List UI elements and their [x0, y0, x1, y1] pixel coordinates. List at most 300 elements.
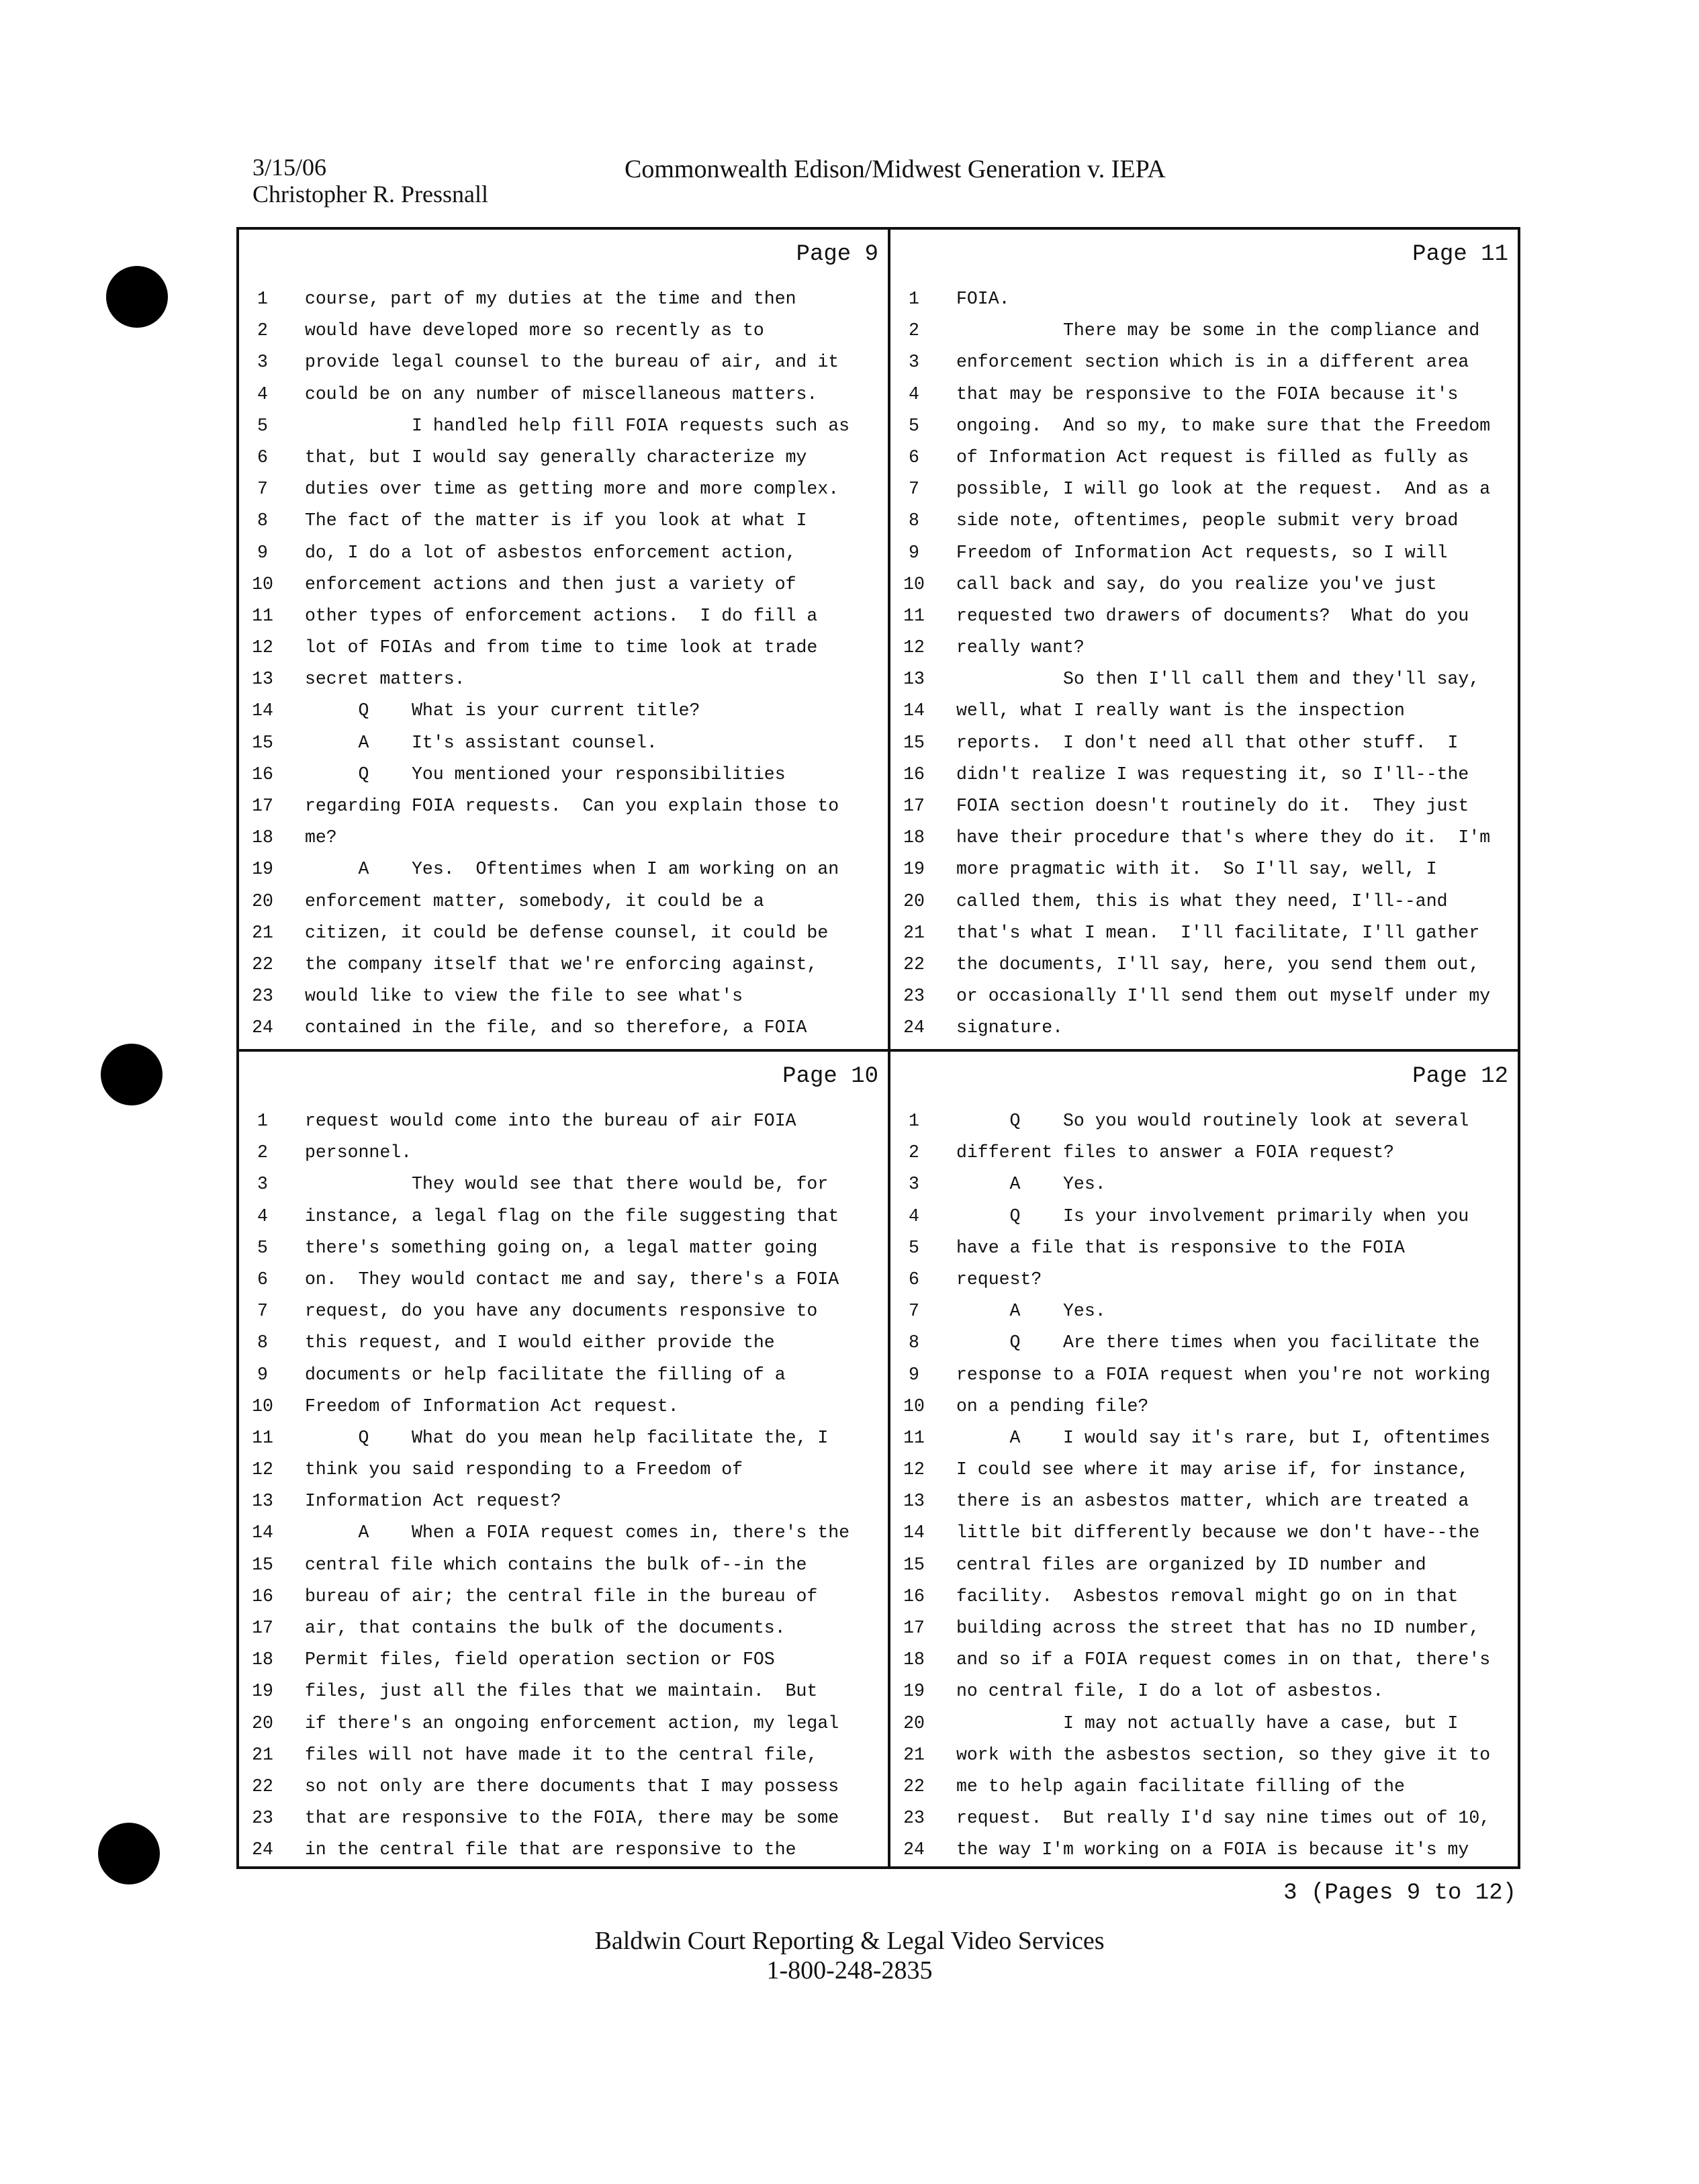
line-text: A It's assistant counsel. — [305, 732, 657, 753]
line-number: 1 — [257, 1111, 268, 1131]
transcript-line — [890, 1584, 1518, 1615]
line-number: 1 — [909, 1111, 919, 1131]
page-number: Page 10 — [782, 1064, 878, 1089]
transcript-line — [239, 952, 888, 983]
line-text: regarding FOIA requests. Can you explain those to — [305, 796, 839, 816]
page-number: Page 12 — [1412, 1064, 1508, 1089]
transcript-line — [239, 1837, 888, 1868]
transcript-line — [239, 856, 888, 888]
transcript-line — [239, 1711, 888, 1742]
line-number: 14 — [252, 1522, 273, 1543]
line-text: Q You mentioned your responsibilities — [305, 764, 786, 784]
line-text: central files are organized by ID number and — [956, 1554, 1426, 1575]
line-text: work with the asbestos section, so they give it to — [956, 1744, 1491, 1765]
line-number: 19 — [252, 859, 273, 880]
line-text: building across the street that has no ID number, — [956, 1618, 1480, 1638]
transcript-line — [890, 730, 1518, 762]
transcript-line — [890, 635, 1518, 666]
line-number: 18 — [903, 827, 925, 848]
line-text: in the central file that are responsive to the — [305, 1839, 796, 1860]
transcript-line — [890, 572, 1518, 603]
transcript-line — [890, 1425, 1518, 1457]
line-text: didn't realize I was requesting it, so I'll--the — [956, 764, 1469, 784]
line-text: Q What is your current title? — [305, 700, 700, 721]
line-text: request, do you have any documents responsive to — [305, 1301, 818, 1322]
line-text: ongoing. And so my, to make sure that the Freedom — [956, 415, 1491, 436]
line-text: Freedom of Information Act request. — [305, 1396, 679, 1416]
line-text: of Information Act request is filled as fully as — [956, 447, 1469, 467]
line-text: would like to view the file to see what's — [305, 986, 743, 1007]
line-text: FOIA. — [956, 289, 1010, 309]
transcript-line — [890, 381, 1518, 413]
transcript-line — [890, 793, 1518, 825]
line-number: 2 — [257, 320, 268, 341]
transcript-line — [239, 1678, 888, 1710]
transcript-line — [890, 666, 1518, 698]
line-number: 11 — [252, 1427, 273, 1448]
line-number: 1 — [909, 289, 919, 309]
line-number: 7 — [257, 1301, 268, 1322]
line-text: on. They would contact me and say, there's a FOIA — [305, 1269, 839, 1289]
line-text: no central file, I do a lot of asbestos. — [956, 1681, 1384, 1702]
line-number: 17 — [903, 1618, 925, 1638]
page-panel — [890, 230, 1518, 1049]
company-phone: 1-800-248-2835 — [766, 1956, 933, 1985]
transcript-line — [239, 1805, 888, 1837]
line-text: on a pending file? — [956, 1396, 1149, 1416]
transcript-line — [890, 1774, 1518, 1805]
line-number: 15 — [252, 1554, 273, 1575]
line-number: 11 — [252, 605, 273, 626]
transcript-line — [239, 476, 888, 508]
line-number: 6 — [909, 447, 919, 467]
transcript-line — [239, 318, 888, 349]
transcript-line — [239, 445, 888, 476]
line-text: possible, I will go look at the request. And as a — [956, 479, 1491, 500]
line-text: and so if a FOIA request comes in on that, there's — [956, 1649, 1491, 1670]
line-text: A Yes. — [956, 1301, 1106, 1322]
line-number: 20 — [903, 891, 925, 911]
case-title: Commonwealth Edison/Midwest Generation v. IEPA — [625, 155, 1166, 183]
line-text: bureau of air; the central file in the bureau of — [305, 1586, 818, 1606]
line-number: 7 — [909, 479, 919, 500]
line-number: 24 — [903, 1839, 925, 1860]
transcript-line — [239, 1140, 888, 1171]
line-number: 19 — [252, 1681, 273, 1702]
line-text: requested two drawers of documents? What do you — [956, 605, 1469, 626]
line-number: 12 — [252, 637, 273, 658]
line-text: citizen, it could be defense counsel, it could be — [305, 922, 829, 943]
line-number: 2 — [257, 1142, 268, 1163]
line-number: 20 — [903, 1713, 925, 1733]
line-text: Q So you would routinely look at several — [956, 1111, 1469, 1131]
transcript-line — [239, 889, 888, 920]
line-text: side note, oftentimes, people submit very broad — [956, 510, 1459, 531]
transcript-line — [890, 1267, 1518, 1298]
line-number: 8 — [257, 510, 268, 531]
line-text: central file which contains the bulk of--in the — [305, 1554, 807, 1575]
transcript-line — [239, 1742, 888, 1774]
line-text: this request, and I would either provide the — [305, 1332, 775, 1353]
line-number: 22 — [252, 954, 273, 974]
line-number: 12 — [903, 1459, 925, 1480]
line-number: 21 — [903, 922, 925, 943]
line-text: A Yes. — [956, 1174, 1106, 1195]
line-text: personnel. — [305, 1142, 412, 1163]
line-text: files, just all the files that we maintain. But — [305, 1681, 818, 1702]
line-number: 24 — [252, 1017, 273, 1038]
line-number: 17 — [903, 796, 925, 816]
transcript-line — [239, 635, 888, 666]
line-text: response to a FOIA request when you're not working — [956, 1364, 1491, 1385]
line-text: facility. Asbestos removal might go on in that — [956, 1586, 1459, 1606]
page-number: Page 11 — [1412, 242, 1508, 267]
transcript-line — [890, 920, 1518, 952]
line-number: 5 — [257, 1237, 268, 1258]
line-number: 17 — [252, 796, 273, 816]
transcript-line — [890, 1615, 1518, 1647]
line-text: Q Is your involvement primarily when you — [956, 1205, 1469, 1226]
line-number: 6 — [257, 1269, 268, 1289]
transcript-line — [239, 540, 888, 572]
transcript-line — [890, 1171, 1518, 1203]
transcript-line — [239, 666, 888, 698]
line-number: 13 — [903, 669, 925, 690]
line-text: have a file that is responsive to the FOIA — [956, 1237, 1405, 1258]
transcript-line — [890, 1742, 1518, 1774]
line-number: 15 — [903, 1554, 925, 1575]
transcript-line — [239, 1394, 888, 1425]
line-text: request? — [956, 1269, 1042, 1289]
transcript-line — [890, 889, 1518, 920]
line-number: 3 — [909, 352, 919, 373]
transcript-line — [890, 762, 1518, 793]
line-number: 13 — [252, 669, 273, 690]
transcript-line — [239, 762, 888, 793]
line-number: 7 — [257, 479, 268, 500]
line-number: 22 — [252, 1776, 273, 1796]
transcript-line — [239, 1584, 888, 1615]
line-text: have their procedure that's where they do it. I'm — [956, 827, 1491, 848]
line-text: secret matters. — [305, 669, 465, 690]
transcript-line — [239, 920, 888, 952]
line-text: call back and say, do you realize you've just — [956, 574, 1437, 594]
transcript-line — [239, 1774, 888, 1805]
line-text: files will not have made it to the central file, — [305, 1744, 818, 1765]
line-text: They would see that there would be, for — [305, 1174, 829, 1195]
binder-hole-middle — [101, 1044, 163, 1105]
page-panel — [239, 230, 888, 1049]
line-number: 21 — [252, 1744, 273, 1765]
line-text: so not only are there documents that I may possess — [305, 1776, 839, 1796]
line-number: 20 — [252, 1713, 273, 1733]
line-number: 10 — [252, 1396, 273, 1416]
transcript-line — [239, 381, 888, 413]
line-text: well, what I really want is the inspection — [956, 700, 1405, 721]
transcript-line — [890, 1203, 1518, 1235]
transcript-line — [890, 1140, 1518, 1171]
line-text: A Yes. Oftentimes when I am working on an — [305, 859, 839, 880]
line-text: air, that contains the bulk of the documents. — [305, 1618, 786, 1638]
line-text: me to help again facilitate filling of the — [956, 1776, 1405, 1796]
transcript-line — [239, 1520, 888, 1551]
line-number: 1 — [257, 289, 268, 309]
transcript-line — [890, 1330, 1518, 1361]
transcript-date: 3/15/06 — [252, 154, 327, 181]
line-number: 9 — [909, 542, 919, 563]
line-number: 18 — [252, 827, 273, 848]
line-text: Permit files, field operation section or FOS — [305, 1649, 775, 1670]
line-text: A I would say it's rare, but I, oftentimes — [956, 1427, 1491, 1448]
transcript-line — [890, 508, 1518, 539]
line-text: really want? — [956, 637, 1085, 658]
transcript-line — [239, 1488, 888, 1520]
page-panel — [239, 1052, 888, 1869]
transcript-line — [239, 286, 888, 318]
line-text: little bit differently because we don't have--the — [956, 1522, 1480, 1543]
line-number: 5 — [909, 1237, 919, 1258]
line-number: 9 — [257, 1364, 268, 1385]
transcript-line — [239, 1267, 888, 1298]
line-number: 22 — [903, 954, 925, 974]
page-number: Page 9 — [796, 242, 878, 267]
line-text: request would come into the bureau of air FOIA — [305, 1111, 796, 1131]
transcript-line — [239, 1015, 888, 1046]
line-number: 19 — [903, 859, 925, 880]
transcript-line — [890, 1837, 1518, 1868]
line-text: I could see where it may arise if, for instance, — [956, 1459, 1469, 1480]
line-text: enforcement section which is in a different area — [956, 352, 1469, 373]
transcript-line — [239, 825, 888, 856]
line-number: 4 — [909, 1205, 919, 1226]
line-number: 24 — [903, 1017, 925, 1038]
line-text: provide legal counsel to the bureau of air, and it — [305, 352, 839, 373]
line-number: 12 — [252, 1459, 273, 1480]
deponent-name: Christopher R. Pressnall — [252, 181, 488, 208]
line-text: think you said responding to a Freedom of — [305, 1459, 743, 1480]
transcript-line — [890, 1235, 1518, 1267]
transcript-line — [890, 1362, 1518, 1394]
transcript-lines — [239, 286, 888, 1047]
transcript-line — [890, 698, 1518, 729]
line-number: 2 — [909, 1142, 919, 1163]
transcript-line — [890, 1488, 1518, 1520]
line-number: 12 — [903, 637, 925, 658]
line-number: 3 — [909, 1174, 919, 1195]
transcript-line — [890, 603, 1518, 635]
line-text: called them, this is what they need, I'll--and — [956, 891, 1448, 911]
transcript-lines — [239, 1108, 888, 1869]
line-number: 16 — [903, 764, 925, 784]
line-number: 23 — [252, 1808, 273, 1829]
line-text: that may be responsive to the FOIA because it's — [956, 383, 1459, 404]
line-number: 23 — [903, 986, 925, 1007]
line-number: 3 — [257, 352, 268, 373]
transcript-line — [890, 952, 1518, 983]
transcript-line — [890, 1298, 1518, 1330]
transcript-line — [239, 1457, 888, 1488]
transcript-lines — [890, 286, 1518, 1047]
transcript-line — [239, 1171, 888, 1203]
transcript-line — [890, 445, 1518, 476]
transcript-line — [890, 1805, 1518, 1837]
line-text: that, but I would say generally characterize my — [305, 447, 807, 467]
transcript-line — [890, 476, 1518, 508]
line-number: 7 — [909, 1301, 919, 1322]
transcript-line — [890, 983, 1518, 1015]
line-text: lot of FOIAs and from time to time look at trade — [305, 637, 818, 658]
line-text: Q What do you mean help facilitate the, I — [305, 1427, 829, 1448]
line-text: The fact of the matter is if you look at what I — [305, 510, 807, 531]
transcript-line — [890, 1520, 1518, 1551]
line-number: 22 — [903, 1776, 925, 1796]
line-number: 14 — [252, 700, 273, 721]
line-number: 20 — [252, 891, 273, 911]
transcript-line — [239, 698, 888, 729]
line-number: 8 — [909, 1332, 919, 1353]
line-text: different files to answer a FOIA request? — [956, 1142, 1395, 1163]
line-number: 23 — [903, 1808, 925, 1829]
line-text: So then I'll call them and they'll say, — [956, 669, 1480, 690]
transcript-line — [890, 318, 1518, 349]
line-number: 11 — [903, 1427, 925, 1448]
line-text: could be on any number of miscellaneous matters. — [305, 383, 818, 404]
line-number: 5 — [909, 415, 919, 436]
transcript-grid — [236, 227, 1520, 1869]
line-text: duties over time as getting more and more complex. — [305, 479, 839, 500]
transcript-line — [239, 413, 888, 445]
line-number: 16 — [252, 764, 273, 784]
line-text: that are responsive to the FOIA, there may be some — [305, 1808, 839, 1829]
transcript-line — [890, 1552, 1518, 1584]
transcript-line — [239, 1298, 888, 1330]
line-number: 3 — [257, 1174, 268, 1195]
line-number: 9 — [909, 1364, 919, 1385]
transcript-line — [239, 1552, 888, 1584]
line-text: FOIA section doesn't routinely do it. They just — [956, 796, 1469, 816]
line-text: documents or help facilitate the filling of a — [305, 1364, 786, 1385]
line-text: me? — [305, 827, 337, 848]
transcript-line — [239, 1425, 888, 1457]
transcript-line — [239, 1647, 888, 1678]
transcript-line — [239, 983, 888, 1015]
line-text: there is an asbestos matter, which are treated a — [956, 1491, 1469, 1512]
reporting-company: Baldwin Court Reporting & Legal Video Services — [594, 1927, 1105, 1955]
transcript-line — [239, 1362, 888, 1394]
line-number: 16 — [903, 1586, 925, 1606]
transcript-line — [239, 730, 888, 762]
line-number: 11 — [903, 605, 925, 626]
line-number: 18 — [903, 1649, 925, 1670]
line-text: do, I do a lot of asbestos enforcement action, — [305, 542, 796, 563]
line-text: the way I'm working on a FOIA is because it's my — [956, 1839, 1469, 1860]
transcript-line — [890, 1015, 1518, 1046]
line-number: 10 — [252, 574, 273, 594]
line-text: if there's an ongoing enforcement action, my legal — [305, 1713, 839, 1733]
line-number: 13 — [903, 1491, 925, 1512]
pages-summary: 3 (Pages 9 to 12) — [1283, 1880, 1516, 1906]
transcript-line — [890, 1394, 1518, 1425]
line-number: 16 — [252, 1586, 273, 1606]
line-number: 6 — [909, 1269, 919, 1289]
transcript-line — [890, 540, 1518, 572]
binder-hole-top — [106, 266, 168, 328]
line-text: enforcement matter, somebody, it could be a — [305, 891, 764, 911]
transcript-line — [890, 1457, 1518, 1488]
line-number: 24 — [252, 1839, 273, 1860]
line-number: 4 — [257, 383, 268, 404]
line-text: the documents, I'll say, here, you send them out, — [956, 954, 1480, 974]
line-number: 6 — [257, 447, 268, 467]
line-text: I handled help fill FOIA requests such as — [305, 415, 850, 436]
line-number: 14 — [903, 1522, 925, 1543]
line-text: enforcement actions and then just a variety of — [305, 574, 796, 594]
line-number: 18 — [252, 1649, 273, 1670]
transcript-line — [239, 1235, 888, 1267]
line-text: would have developed more so recently as to — [305, 320, 764, 341]
line-number: 2 — [909, 320, 919, 341]
transcript-line — [239, 1330, 888, 1361]
line-number: 13 — [252, 1491, 273, 1512]
line-text: or occasionally I'll send them out myself under my — [956, 986, 1491, 1007]
line-text: I may not actually have a case, but I — [956, 1713, 1459, 1733]
transcript-line — [239, 349, 888, 381]
transcript-line — [239, 1108, 888, 1140]
line-text: signature. — [956, 1017, 1064, 1038]
transcript-line — [890, 286, 1518, 318]
line-number: 9 — [257, 542, 268, 563]
transcript-line — [890, 1678, 1518, 1710]
line-text: Information Act request? — [305, 1491, 561, 1512]
transcript-line — [890, 825, 1518, 856]
line-number: 10 — [903, 1396, 925, 1416]
line-number: 19 — [903, 1681, 925, 1702]
transcript-line — [890, 1108, 1518, 1140]
line-text: A When a FOIA request comes in, there's the — [305, 1522, 850, 1543]
line-text: There may be some in the compliance and — [956, 320, 1480, 341]
transcript-line — [890, 856, 1518, 888]
line-number: 17 — [252, 1618, 273, 1638]
line-text: that's what I mean. I'll facilitate, I'll gather — [956, 922, 1480, 943]
line-text: Freedom of Information Act requests, so I will — [956, 542, 1448, 563]
line-number: 14 — [903, 700, 925, 721]
line-number: 4 — [909, 383, 919, 404]
line-text: course, part of my duties at the time and then — [305, 289, 796, 309]
line-number: 15 — [903, 732, 925, 753]
transcript-line — [239, 793, 888, 825]
line-text: Q Are there times when you facilitate the — [956, 1332, 1480, 1353]
line-number: 21 — [252, 922, 273, 943]
transcript-line — [239, 1615, 888, 1647]
transcript-line — [239, 1203, 888, 1235]
line-number: 8 — [257, 1332, 268, 1353]
line-number: 4 — [257, 1205, 268, 1226]
line-text: more pragmatic with it. So I'll say, well, I — [956, 859, 1437, 880]
line-number: 10 — [903, 574, 925, 594]
line-text: the company itself that we're enforcing against, — [305, 954, 818, 974]
transcript-line — [239, 508, 888, 539]
page-panel — [890, 1052, 1518, 1869]
transcript-line — [239, 572, 888, 603]
line-text: request. But really I'd say nine times out of 10, — [956, 1808, 1491, 1829]
line-number: 23 — [252, 986, 273, 1007]
transcript-line — [890, 1711, 1518, 1742]
line-number: 5 — [257, 415, 268, 436]
line-text: contained in the file, and so therefore, a FOIA — [305, 1017, 807, 1038]
line-text: other types of enforcement actions. I do fill a — [305, 605, 818, 626]
line-number: 8 — [909, 510, 919, 531]
transcript-lines — [890, 1108, 1518, 1869]
